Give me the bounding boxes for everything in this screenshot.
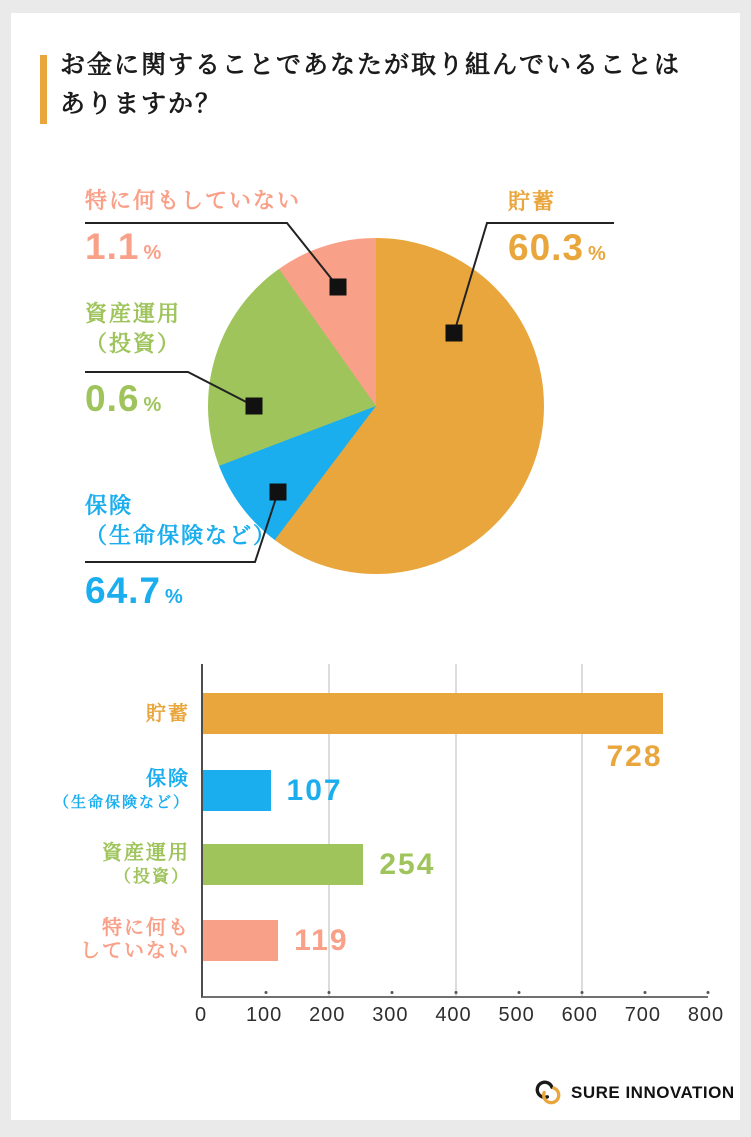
interlocked-rings-icon	[534, 1079, 562, 1107]
title-accent-bar	[40, 55, 47, 124]
tick-label-600: 600	[561, 1004, 598, 1026]
bar-plot	[201, 664, 708, 998]
pie-pct-insurance-value: 64.7	[85, 570, 162, 611]
bar-nothing	[203, 920, 278, 961]
tick-mark-600	[580, 991, 583, 994]
pie-label-insurance-line2: （生命保険など）	[85, 523, 278, 548]
page-title-line1: お金に関することであなたが取り組んでいることは	[60, 51, 682, 79]
pie-pct-insurance	[85, 570, 183, 612]
pie-pct-nothing-value: 1.1	[85, 226, 140, 267]
brand-logo	[534, 1079, 735, 1107]
bar-cat-invest-line1: 資産運用	[102, 842, 190, 864]
tick-mark-500	[517, 991, 520, 994]
tick-mark-100	[265, 991, 268, 994]
bar-savings	[203, 693, 663, 734]
bar-row-savings	[203, 693, 708, 773]
tick-label-700: 700	[624, 1004, 662, 1026]
pie-label-savings-text: 貯蓄	[508, 189, 557, 214]
tick-label-400: 400	[435, 1004, 472, 1026]
page-title-line2: ありますか？	[60, 90, 223, 118]
pie-label-nothing-text: 特に何もしていない	[85, 188, 302, 213]
pie-pct-invest-unit: %	[143, 394, 162, 416]
bar-cat-invest	[102, 842, 190, 888]
tick-label-100: 100	[245, 1004, 283, 1026]
pie-label-savings	[508, 187, 556, 217]
pie-label-insurance-line1: 保険	[85, 493, 134, 518]
bar-value-insurance: 107	[286, 774, 343, 807]
bar-cat-savings	[146, 703, 190, 726]
bar-cat-insurance-line2: （生命保険など）	[53, 794, 190, 811]
bar-cat-nothing-line1: 特に何も	[102, 917, 190, 939]
bar-row-nothing	[203, 920, 708, 961]
bar-row-insurance	[203, 770, 708, 811]
bar-x-axis	[194, 1004, 725, 1030]
tick-mark-300	[391, 991, 394, 994]
bar-cat-savings-text: 貯蓄	[146, 703, 190, 725]
brand-name: SURE INNOVATION	[571, 1083, 735, 1102]
pie-label-invest-line2: （投資）	[85, 331, 182, 356]
pie-pct-invest-value: 0.6	[85, 378, 140, 419]
tick-label-200: 200	[309, 1004, 346, 1026]
pie-pct-invest	[85, 378, 161, 420]
tick-label-300: 300	[372, 1004, 409, 1026]
pie-pct-insurance-unit: %	[165, 586, 183, 608]
bar-cat-invest-line2: （投資）	[114, 867, 190, 886]
pie-pct-savings-value: 60.3	[508, 227, 585, 268]
bar-cat-insurance	[54, 768, 190, 814]
pie-label-invest	[85, 299, 181, 359]
tick-mark-400	[454, 991, 457, 994]
tick-label-0: 0	[194, 1004, 208, 1026]
pie-label-invest-line1: 資産運用	[85, 301, 182, 326]
bar-value-savings: 728	[606, 740, 663, 773]
tick-label-800: 800	[687, 1004, 725, 1026]
bar-insurance	[203, 770, 271, 811]
pie-label-insurance	[85, 491, 277, 551]
tick-label-500: 500	[498, 1004, 535, 1026]
tick-mark-800	[707, 991, 710, 994]
bar-row-invest	[203, 844, 708, 885]
bar-value-invest: 254	[379, 848, 436, 881]
pie-label-nothing	[85, 186, 301, 216]
tick-mark-700	[643, 991, 646, 994]
brand-icon	[534, 1079, 562, 1107]
bar-value-nothing: 119	[294, 924, 349, 957]
pie-pct-nothing-unit: %	[143, 242, 162, 264]
bar-cat-insurance-line1: 保険	[146, 768, 190, 790]
bar-cat-nothing-line2: していない	[80, 940, 190, 962]
pie-pct-nothing	[85, 226, 161, 268]
bar-invest	[203, 844, 363, 885]
pie-pct-savings	[508, 227, 606, 269]
tick-mark-200	[328, 991, 331, 994]
pie-pct-savings-unit: %	[588, 243, 606, 265]
page-title	[60, 46, 720, 124]
bar-cat-nothing	[80, 917, 190, 963]
